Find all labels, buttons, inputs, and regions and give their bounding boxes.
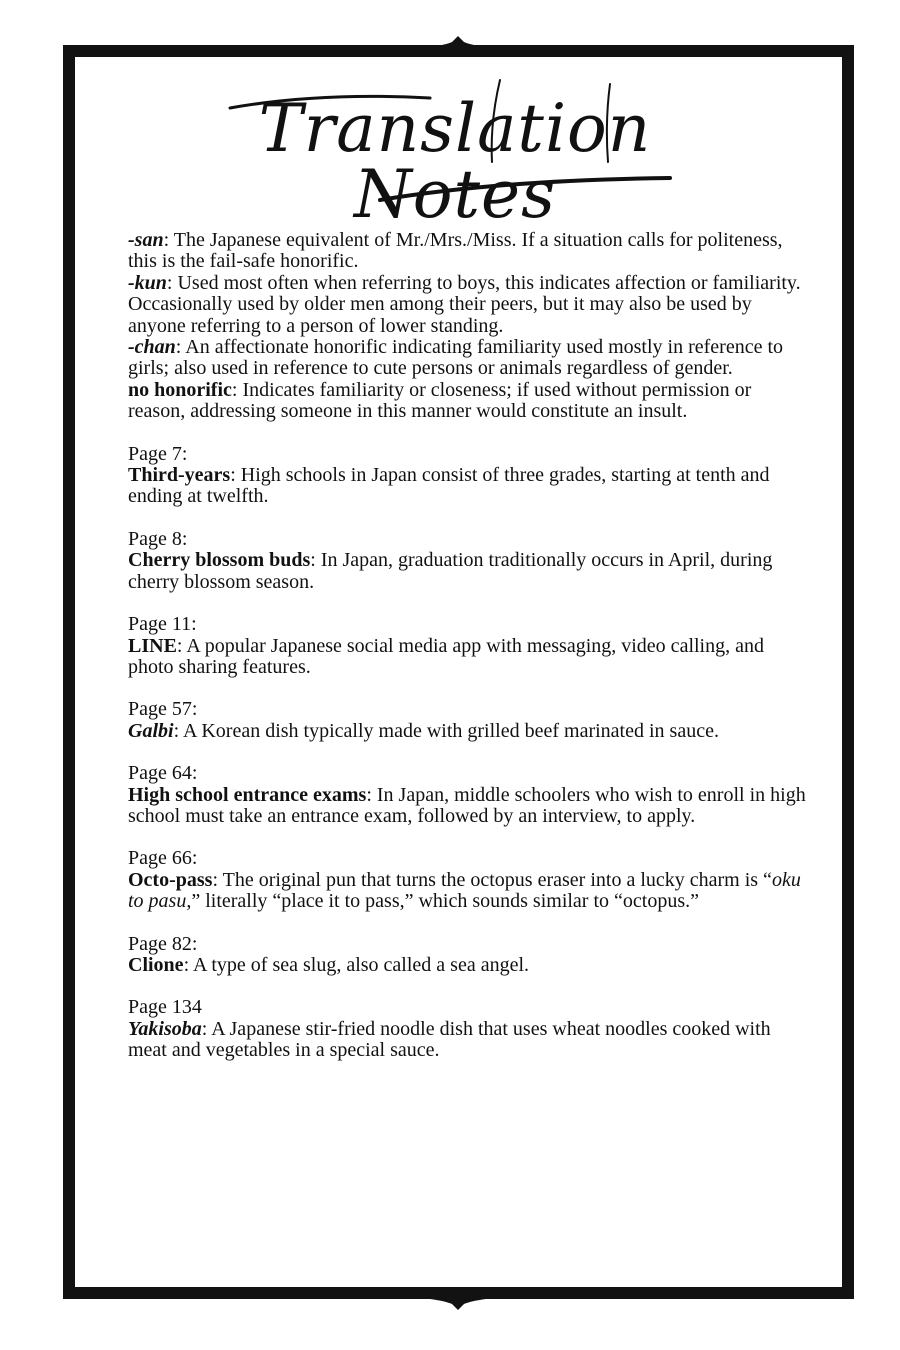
page-note — [128, 529, 808, 593]
note-definition: : In Japan, middle schoolers who wish to enroll in high school must take an entrance exam, followed by an interview, to apply. — [128, 783, 806, 827]
page-reference: Page 66: — [128, 847, 198, 870]
honorific-definition: : An affectionate honorific indicating familiarity used mostly in reference to girls; also used in reference to cute persons or animals regardless of gender. — [128, 336, 784, 380]
note-term: Galbi — [128, 719, 174, 742]
note-definition: : High schools in Japan consist of three grades, starting at tenth and ending at twelfth. — [128, 464, 770, 508]
page-reference: Page 11: — [128, 613, 197, 636]
page-reference: Page 57: — [128, 698, 198, 721]
note-term: Cherry blossom buds — [128, 549, 311, 572]
page-note — [128, 614, 808, 678]
honorific-definition: : The Japanese equivalent of Mr./Mrs./Miss. If a situation calls for politeness, this is the fail-safe honorific. — [128, 229, 783, 273]
page-note — [128, 934, 808, 977]
note-definition: : A popular Japanese social media app with messaging, video calling, and photo sharing features. — [128, 634, 764, 678]
honorific-note-san — [128, 230, 808, 273]
page-reference: Page 134 — [128, 996, 202, 1019]
page-title-block — [200, 62, 710, 233]
honorific-note-none — [128, 380, 808, 423]
page-reference: Page 8: — [128, 527, 188, 550]
page-note — [128, 444, 808, 508]
honorific-note-chan — [128, 337, 808, 380]
honorific-definition: : Indicates familiarity or closeness; if used without permission or reason, addressing someone in this manner would constitute an insult. — [128, 378, 752, 423]
note-definition: : A Japanese stir-fried noodle dish that uses wheat noodles cooked with meat and vegetables in a special sauce. — [128, 1017, 771, 1062]
note-term: High school entrance exams — [128, 783, 367, 806]
honorific-term: -san — [128, 229, 164, 251]
note-definition: : A Korean dish typically made with grilled beef marinated in sauce. — [173, 719, 719, 742]
note-definition-italic: oku to pasu — [128, 868, 801, 913]
note-term: Third-years — [128, 464, 231, 487]
note-definition: : In Japan, graduation traditionally occurs in April, during cherry blossom season. — [128, 549, 773, 593]
page-reference: Page 7: — [128, 442, 188, 465]
honorific-definition: : Used most often when referring to boys, this indicates affection or familiarity. Occasionally used by older men among their peers, but it may also be used by anyone referring to a person of lower standing. — [128, 271, 801, 337]
page-note — [128, 763, 808, 827]
note-definition: : A type of sea slug, also called a sea angel. — [183, 953, 530, 976]
page-note — [128, 699, 808, 742]
honorific-term: -kun — [128, 271, 167, 294]
note-term: Octo-pass — [128, 868, 213, 891]
page-reference: Page 82: — [128, 932, 198, 955]
page-note — [128, 848, 808, 912]
note-definition: ,” literally “place it to pass,” which sounds similar to “octopus.” — [186, 890, 699, 913]
note-definition: : The original pun that turns the octopus eraser into a lucky charm is “ — [212, 868, 772, 891]
honorific-note-kun — [128, 273, 808, 337]
note-term: Clione — [128, 953, 184, 976]
page-note — [128, 997, 808, 1061]
note-term: Yakisoba — [128, 1017, 202, 1040]
honorific-term: -chan — [128, 336, 176, 359]
page-title: Translation Notes — [258, 90, 652, 233]
page-reference: Page 64: — [128, 762, 198, 785]
notes-body — [128, 230, 808, 1062]
note-term: LINE — [128, 634, 177, 657]
honorific-term: no honorific — [128, 378, 232, 401]
